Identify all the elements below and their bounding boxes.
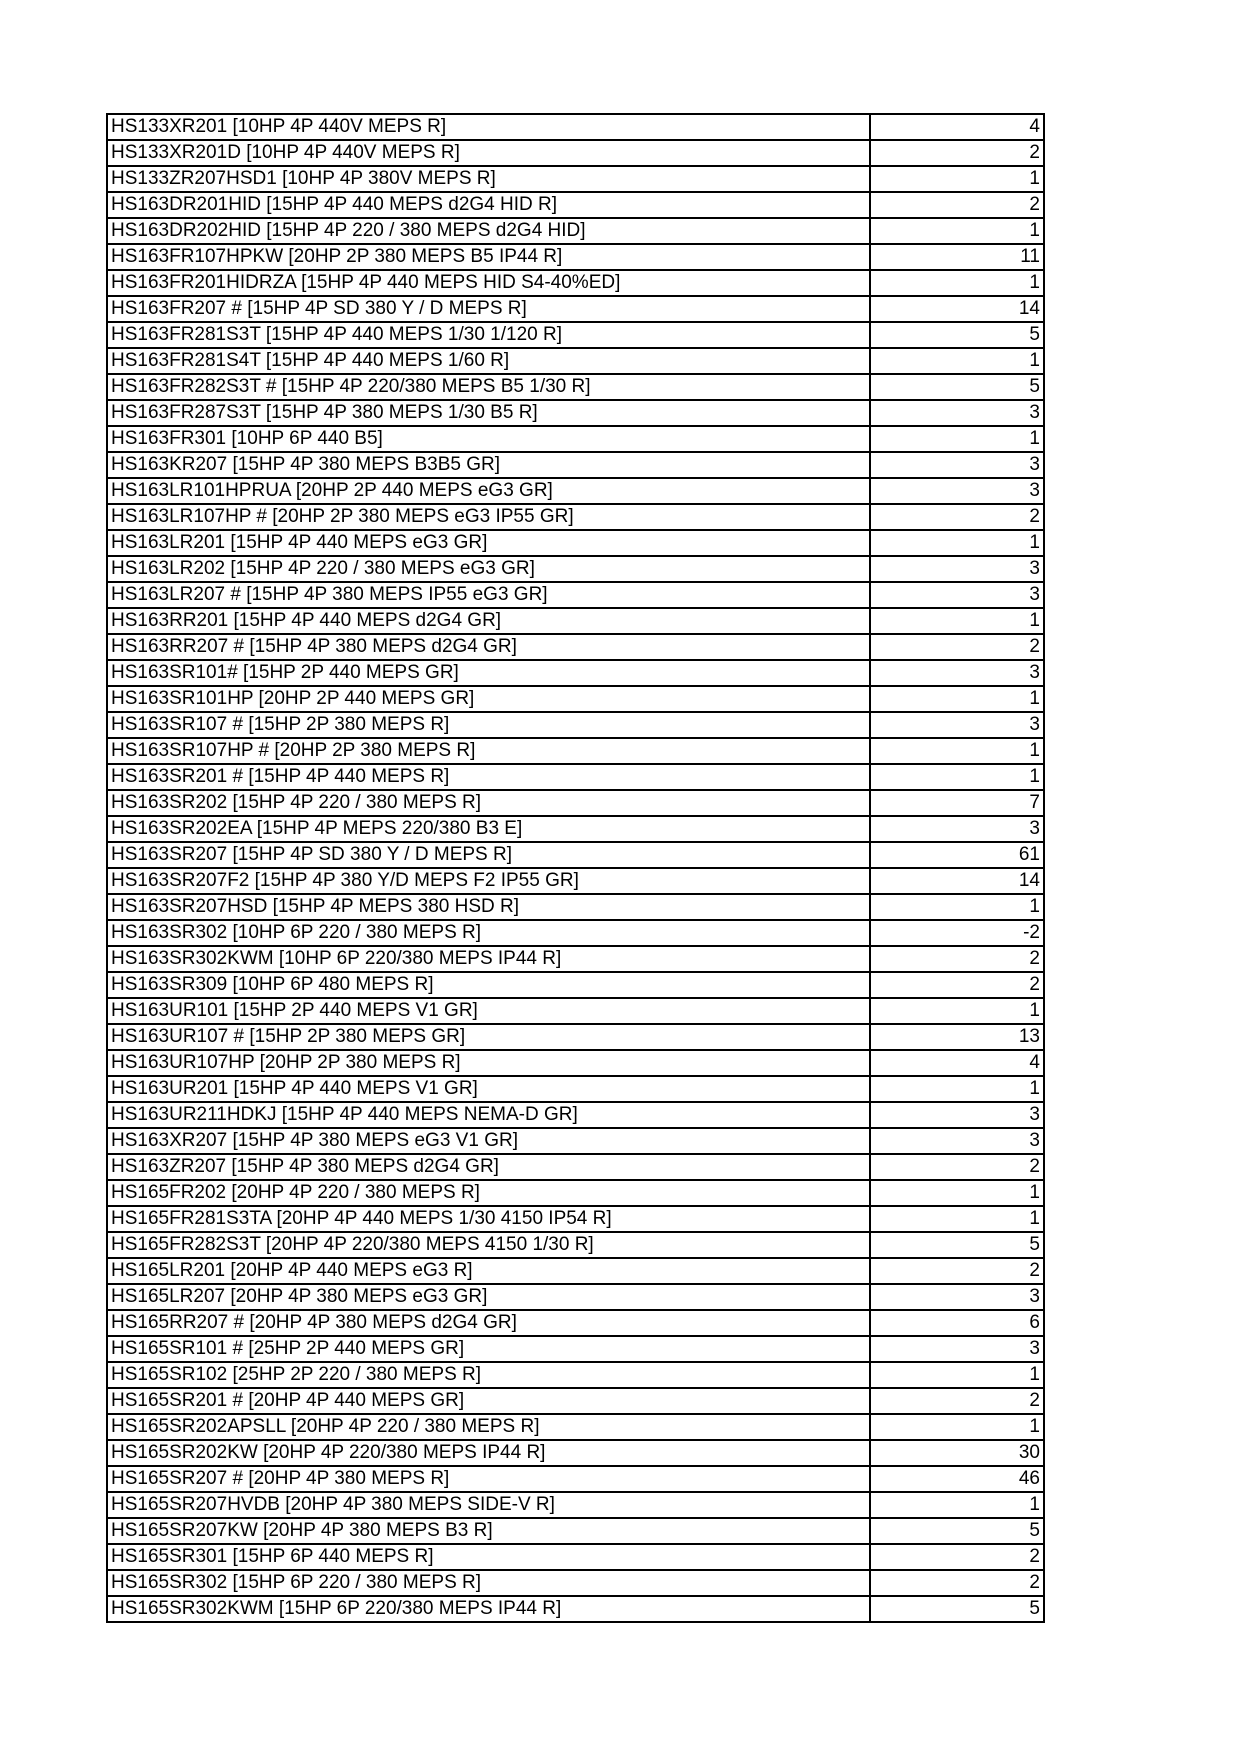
quantity-cell: 5 — [870, 1232, 1044, 1258]
quantity-cell: 2 — [870, 1154, 1044, 1180]
table-row — [107, 1362, 1044, 1388]
table-row — [107, 556, 1044, 582]
quantity-cell: 1 — [870, 348, 1044, 374]
table-row — [107, 530, 1044, 556]
quantity-cell: 1 — [870, 1076, 1044, 1102]
item-description-cell: HS163RR201 [15HP 4P 440 MEPS d2G4 GR] — [107, 608, 870, 634]
item-description-cell: HS165FR282S3T [20HP 4P 220/380 MEPS 4150 1/30 R] — [107, 1232, 870, 1258]
item-description-cell: HS163UR211HDKJ [15HP 4P 440 MEPS NEMA-D GR] — [107, 1102, 870, 1128]
table-row — [107, 1258, 1044, 1284]
table-row — [107, 1544, 1044, 1570]
quantity-cell: 3 — [870, 816, 1044, 842]
item-description-cell: HS163LR101HPRUA [20HP 2P 440 MEPS eG3 GR] — [107, 478, 870, 504]
quantity-cell: 46 — [870, 1466, 1044, 1492]
table-row — [107, 374, 1044, 400]
item-description-cell: HS133XR201 [10HP 4P 440V MEPS R] — [107, 114, 870, 140]
item-description-cell: HS163FR301 [10HP 6P 440 B5] — [107, 426, 870, 452]
table-row — [107, 686, 1044, 712]
table-row — [107, 166, 1044, 192]
item-description-cell: HS163SR207 [15HP 4P SD 380 Y / D MEPS R] — [107, 842, 870, 868]
quantity-cell: 2 — [870, 1570, 1044, 1596]
quantity-cell: 14 — [870, 296, 1044, 322]
quantity-cell: 1 — [870, 894, 1044, 920]
item-description-cell: HS163UR101 [15HP 2P 440 MEPS V1 GR] — [107, 998, 870, 1024]
quantity-cell: 1 — [870, 764, 1044, 790]
item-description-cell: HS163UR107HP [20HP 2P 380 MEPS R] — [107, 1050, 870, 1076]
item-description-cell: HS163DR202HID [15HP 4P 220 / 380 MEPS d2G4 HID] — [107, 218, 870, 244]
quantity-cell: 1 — [870, 738, 1044, 764]
item-description-cell: HS163FR207 # [15HP 4P SD 380 Y / D MEPS R] — [107, 296, 870, 322]
table-row — [107, 1076, 1044, 1102]
quantity-cell: 3 — [870, 660, 1044, 686]
table-row — [107, 140, 1044, 166]
quantity-cell: 3 — [870, 1336, 1044, 1362]
table-row — [107, 634, 1044, 660]
item-description-cell: HS163SR207HSD [15HP 4P MEPS 380 HSD R] — [107, 894, 870, 920]
table-row — [107, 1388, 1044, 1414]
table-row — [107, 1206, 1044, 1232]
table-row — [107, 478, 1044, 504]
table-row — [107, 1596, 1044, 1622]
item-description-cell: HS165SR207 # [20HP 4P 380 MEPS R] — [107, 1466, 870, 1492]
table-row — [107, 1518, 1044, 1544]
table-row — [107, 296, 1044, 322]
quantity-cell: 1 — [870, 218, 1044, 244]
table-row — [107, 946, 1044, 972]
item-description-cell: HS165SR302KWM [15HP 6P 220/380 MEPS IP44 R] — [107, 1596, 870, 1622]
item-description-cell: HS163UR107 # [15HP 2P 380 MEPS GR] — [107, 1024, 870, 1050]
table-row — [107, 920, 1044, 946]
item-description-cell: HS163LR202 [15HP 4P 220 / 380 MEPS eG3 GR] — [107, 556, 870, 582]
quantity-cell: 30 — [870, 1440, 1044, 1466]
quantity-cell: 2 — [870, 1258, 1044, 1284]
quantity-cell: 14 — [870, 868, 1044, 894]
item-description-cell: HS165SR301 [15HP 6P 440 MEPS R] — [107, 1544, 870, 1570]
quantity-cell: 1 — [870, 608, 1044, 634]
table-row — [107, 1492, 1044, 1518]
quantity-cell: 2 — [870, 634, 1044, 660]
quantity-cell: 3 — [870, 478, 1044, 504]
quantity-cell: 2 — [870, 972, 1044, 998]
quantity-cell: 3 — [870, 556, 1044, 582]
quantity-cell: 1 — [870, 1414, 1044, 1440]
item-description-cell: HS165LR201 [20HP 4P 440 MEPS eG3 R] — [107, 1258, 870, 1284]
table-row — [107, 452, 1044, 478]
quantity-cell: 1 — [870, 1180, 1044, 1206]
item-description-cell: HS163SR101# [15HP 2P 440 MEPS GR] — [107, 660, 870, 686]
item-description-cell: HS163FR281S4T [15HP 4P 440 MEPS 1/60 R] — [107, 348, 870, 374]
item-description-cell: HS163ZR207 [15HP 4P 380 MEPS d2G4 GR] — [107, 1154, 870, 1180]
item-description-cell: HS165SR207HVDB [20HP 4P 380 MEPS SIDE-V R] — [107, 1492, 870, 1518]
item-description-cell: HS163SR107HP # [20HP 2P 380 MEPS R] — [107, 738, 870, 764]
item-description-cell: HS163LR207 # [15HP 4P 380 MEPS IP55 eG3 GR] — [107, 582, 870, 608]
item-description-cell: HS133XR201D [10HP 4P 440V MEPS R] — [107, 140, 870, 166]
quantity-cell: 3 — [870, 452, 1044, 478]
item-description-cell: HS163SR107 # [15HP 2P 380 MEPS R] — [107, 712, 870, 738]
quantity-cell: 2 — [870, 946, 1044, 972]
quantity-cell: 2 — [870, 1388, 1044, 1414]
table-row — [107, 114, 1044, 140]
table-row — [107, 764, 1044, 790]
item-description-cell: HS163SR202EA [15HP 4P MEPS 220/380 B3 E] — [107, 816, 870, 842]
quantity-cell: 3 — [870, 582, 1044, 608]
quantity-cell: 6 — [870, 1310, 1044, 1336]
table-row — [107, 1102, 1044, 1128]
table-row — [107, 1050, 1044, 1076]
table-row — [107, 1128, 1044, 1154]
table-row — [107, 426, 1044, 452]
table-row — [107, 1336, 1044, 1362]
table-row — [107, 504, 1044, 530]
quantity-cell: 4 — [870, 114, 1044, 140]
quantity-cell: 1 — [870, 686, 1044, 712]
table-row — [107, 712, 1044, 738]
quantity-cell: 1 — [870, 426, 1044, 452]
table-row — [107, 400, 1044, 426]
table-row — [107, 192, 1044, 218]
quantity-cell: 5 — [870, 1518, 1044, 1544]
table-row — [107, 348, 1044, 374]
item-description-cell: HS165SR207KW [20HP 4P 380 MEPS B3 R] — [107, 1518, 870, 1544]
item-description-cell: HS165SR201 # [20HP 4P 440 MEPS GR] — [107, 1388, 870, 1414]
quantity-cell: 3 — [870, 1102, 1044, 1128]
table-row — [107, 1232, 1044, 1258]
quantity-cell: 2 — [870, 192, 1044, 218]
quantity-cell: -2 — [870, 920, 1044, 946]
quantity-cell: 2 — [870, 1544, 1044, 1570]
item-description-cell: HS163SR201 # [15HP 4P 440 MEPS R] — [107, 764, 870, 790]
table-row — [107, 322, 1044, 348]
item-description-cell: HS163XR207 [15HP 4P 380 MEPS eG3 V1 GR] — [107, 1128, 870, 1154]
quantity-cell: 1 — [870, 530, 1044, 556]
table-row — [107, 1180, 1044, 1206]
item-description-cell: HS163FR281S3T [15HP 4P 440 MEPS 1/30 1/120 R] — [107, 322, 870, 348]
item-description-cell: HS163KR207 [15HP 4P 380 MEPS B3B5 GR] — [107, 452, 870, 478]
item-description-cell: HS165SR202APSLL [20HP 4P 220 / 380 MEPS R] — [107, 1414, 870, 1440]
quantity-cell: 4 — [870, 1050, 1044, 1076]
item-description-cell: HS163SR101HP [20HP 2P 440 MEPS GR] — [107, 686, 870, 712]
table-row — [107, 868, 1044, 894]
item-description-cell: HS163UR201 [15HP 4P 440 MEPS V1 GR] — [107, 1076, 870, 1102]
item-description-cell: HS165FR281S3TA [20HP 4P 440 MEPS 1/30 4150 IP54 R] — [107, 1206, 870, 1232]
table-row — [107, 1570, 1044, 1596]
quantity-cell: 7 — [870, 790, 1044, 816]
item-description-cell: HS163DR201HID [15HP 4P 440 MEPS d2G4 HID R] — [107, 192, 870, 218]
quantity-cell: 2 — [870, 140, 1044, 166]
item-description-cell: HS163FR282S3T # [15HP 4P 220/380 MEPS B5 1/30 R] — [107, 374, 870, 400]
quantity-cell: 3 — [870, 1284, 1044, 1310]
item-description-cell: HS163FR201HIDRZA [15HP 4P 440 MEPS HID S4-40%ED] — [107, 270, 870, 296]
item-description-cell: HS163SR302 [10HP 6P 220 / 380 MEPS R] — [107, 920, 870, 946]
item-description-cell: HS163FR107HPKW [20HP 2P 380 MEPS B5 IP44 R] — [107, 244, 870, 270]
quantity-cell: 3 — [870, 400, 1044, 426]
item-description-cell: HS163FR287S3T [15HP 4P 380 MEPS 1/30 B5 R] — [107, 400, 870, 426]
item-description-cell: HS165SR302 [15HP 6P 220 / 380 MEPS R] — [107, 1570, 870, 1596]
item-description-cell: HS165SR202KW [20HP 4P 220/380 MEPS IP44 R] — [107, 1440, 870, 1466]
table-row — [107, 1310, 1044, 1336]
table-row — [107, 1284, 1044, 1310]
table-row — [107, 738, 1044, 764]
table-row — [107, 894, 1044, 920]
table-row — [107, 270, 1044, 296]
quantity-cell: 1 — [870, 270, 1044, 296]
table-row — [107, 608, 1044, 634]
table-row — [107, 1466, 1044, 1492]
table-row — [107, 790, 1044, 816]
quantity-cell: 2 — [870, 504, 1044, 530]
quantity-cell: 3 — [870, 1128, 1044, 1154]
item-description-cell: HS165RR207 # [20HP 4P 380 MEPS d2G4 GR] — [107, 1310, 870, 1336]
item-description-cell: HS165LR207 [20HP 4P 380 MEPS eG3 GR] — [107, 1284, 870, 1310]
table-row — [107, 244, 1044, 270]
quantity-cell: 5 — [870, 322, 1044, 348]
item-description-cell: HS133ZR207HSD1 [10HP 4P 380V MEPS R] — [107, 166, 870, 192]
inventory-table-body — [107, 114, 1044, 1622]
item-description-cell: HS163LR107HP # [20HP 2P 380 MEPS eG3 IP55 GR] — [107, 504, 870, 530]
quantity-cell: 3 — [870, 712, 1044, 738]
quantity-cell: 1 — [870, 1492, 1044, 1518]
table-row — [107, 998, 1044, 1024]
item-description-cell: HS163SR309 [10HP 6P 480 MEPS R] — [107, 972, 870, 998]
table-row — [107, 816, 1044, 842]
table-row — [107, 1414, 1044, 1440]
quantity-cell: 1 — [870, 166, 1044, 192]
quantity-cell: 5 — [870, 374, 1044, 400]
table-row — [107, 972, 1044, 998]
item-description-cell: HS163RR207 # [15HP 4P 380 MEPS d2G4 GR] — [107, 634, 870, 660]
table-row — [107, 842, 1044, 868]
quantity-cell: 11 — [870, 244, 1044, 270]
table-row — [107, 218, 1044, 244]
item-description-cell: HS163SR302KWM [10HP 6P 220/380 MEPS IP44 R] — [107, 946, 870, 972]
table-row — [107, 1440, 1044, 1466]
quantity-cell: 13 — [870, 1024, 1044, 1050]
table-row — [107, 1024, 1044, 1050]
inventory-table — [106, 113, 1045, 1623]
quantity-cell: 61 — [870, 842, 1044, 868]
item-description-cell: HS163SR207F2 [15HP 4P 380 Y/D MEPS F2 IP55 GR] — [107, 868, 870, 894]
table-row — [107, 1154, 1044, 1180]
quantity-cell: 5 — [870, 1596, 1044, 1622]
item-description-cell: HS165SR102 [25HP 2P 220 / 380 MEPS R] — [107, 1362, 870, 1388]
table-row — [107, 582, 1044, 608]
item-description-cell: HS165FR202 [20HP 4P 220 / 380 MEPS R] — [107, 1180, 870, 1206]
item-description-cell: HS165SR101 # [25HP 2P 440 MEPS GR] — [107, 1336, 870, 1362]
table-row — [107, 660, 1044, 686]
item-description-cell: HS163SR202 [15HP 4P 220 / 380 MEPS R] — [107, 790, 870, 816]
quantity-cell: 1 — [870, 1362, 1044, 1388]
quantity-cell: 1 — [870, 998, 1044, 1024]
quantity-cell: 1 — [870, 1206, 1044, 1232]
item-description-cell: HS163LR201 [15HP 4P 440 MEPS eG3 GR] — [107, 530, 870, 556]
